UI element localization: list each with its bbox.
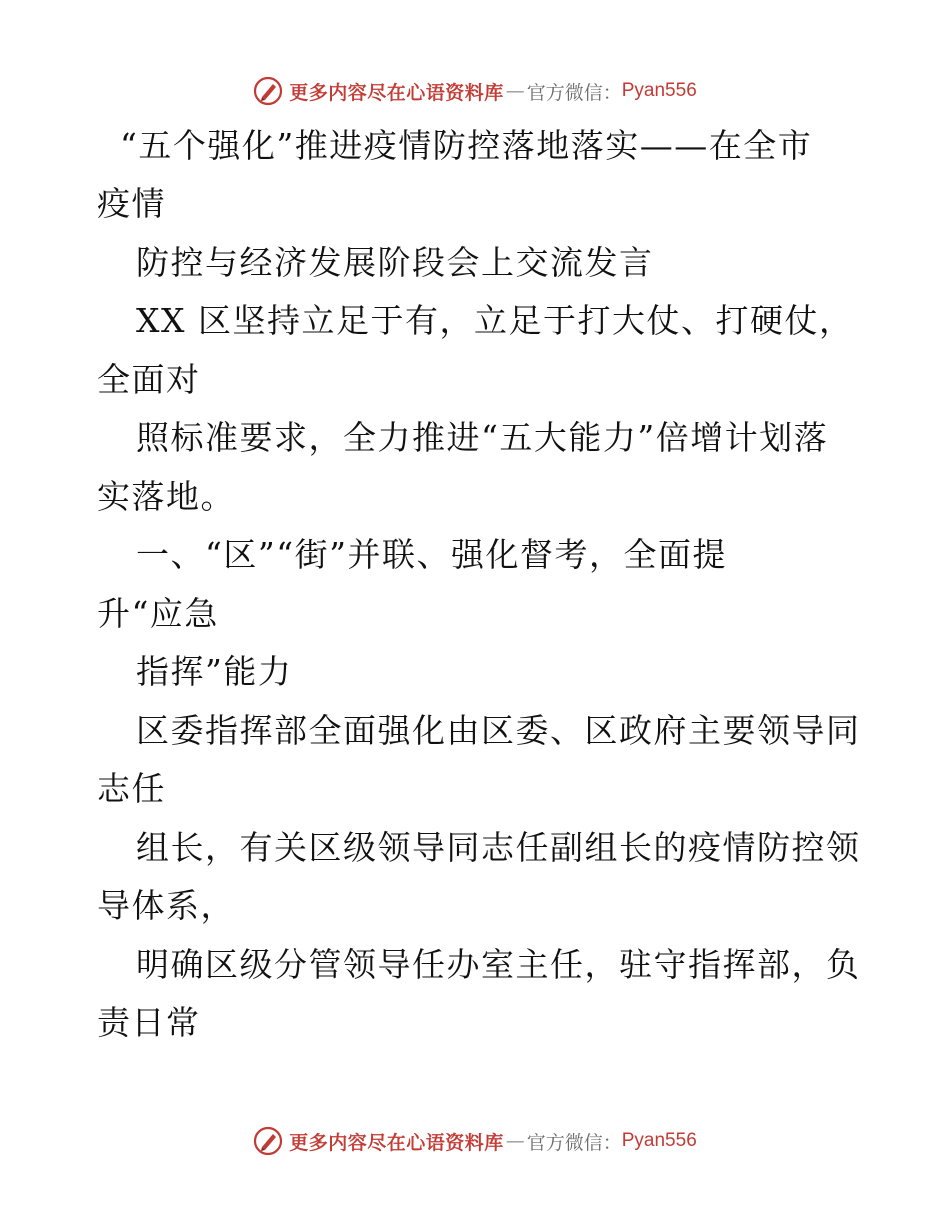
watermark-dash: — xyxy=(505,1130,525,1152)
watermark-side-text: 官方微信： xyxy=(526,81,622,104)
watermark-id: Pyan556 xyxy=(621,80,697,101)
watermark-dash: — xyxy=(505,80,525,102)
header-watermark xyxy=(0,71,950,111)
text-line: 实落地。 xyxy=(97,477,235,516)
text-line: 导体系， xyxy=(97,886,235,925)
text-line: 志任 xyxy=(97,769,166,808)
text-line: 明确区级分管领导任办室主任，驻守指挥部，负 xyxy=(136,945,861,984)
text-line: 组长，有关区级领导同志任副组长的疫情防控领 xyxy=(136,828,861,867)
text-line: XX 区坚持立足于有，立足于打大仗、打硬仗， xyxy=(136,301,854,340)
footer-watermark xyxy=(0,1121,950,1161)
text-line: 防控与经济发展阶段会上交流发言 xyxy=(136,243,654,282)
pen-logo-icon xyxy=(253,76,283,106)
text-line: 一、“区”“街”并联、强化督考，全面提 xyxy=(136,535,727,574)
text-line: 升“应急 xyxy=(97,594,219,633)
pen-logo-icon xyxy=(253,1126,283,1156)
text-line: 区委指挥部全面强化由区委、区政府主要领导同 xyxy=(136,711,861,750)
text-line: “五个强化”推进疫情防控落地落实——在全市 xyxy=(120,126,813,165)
text-line: 责日常 xyxy=(97,1003,201,1042)
text-line: 疫情 xyxy=(97,184,166,223)
text-line: 指挥”能力 xyxy=(136,652,293,691)
watermark-id: Pyan556 xyxy=(621,1130,697,1151)
text-line: 照标准要求，全力推进“五大能力”倍增计划落 xyxy=(136,418,829,457)
watermark-main-text: 更多内容尽在心语资料库 xyxy=(289,1131,504,1154)
watermark-side-text: 官方微信： xyxy=(526,1131,622,1154)
text-line: 全面对 xyxy=(97,360,201,399)
watermark-main-text: 更多内容尽在心语资料库 xyxy=(289,81,504,104)
